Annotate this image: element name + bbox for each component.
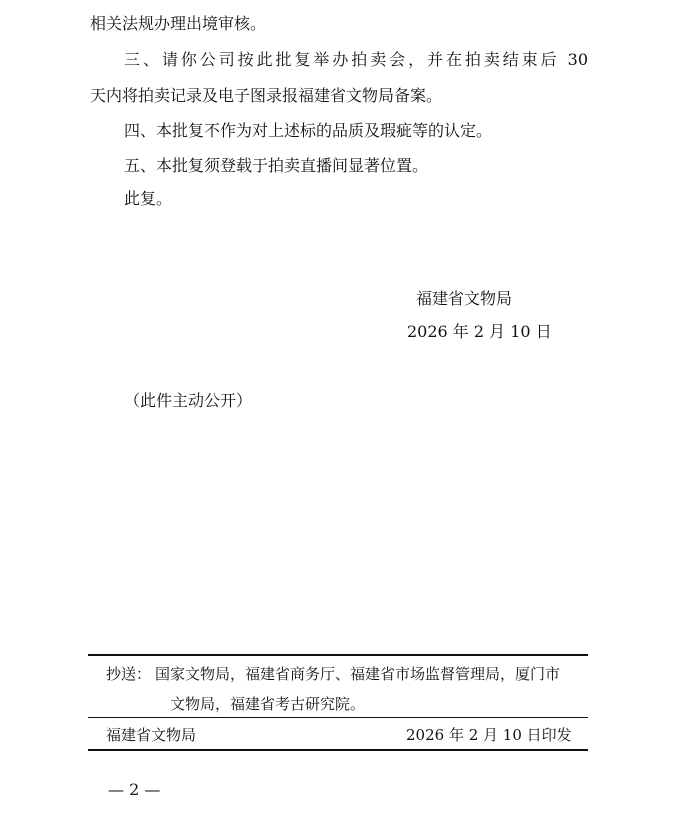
disclosure-note: （此件主动公开） xyxy=(124,391,253,410)
cc-line-1: 国家文物局，福建省商务厅、福建省市场监督管理局，厦门市 xyxy=(155,665,561,683)
issuer-name: 福建省文物局 xyxy=(106,726,197,744)
cc-line-2: 文物局，福建省考古研究院。 xyxy=(170,695,366,713)
paragraph-3-line-1: 三、请你公司按此批复举办拍卖会，并在拍卖结束后 30 xyxy=(124,50,588,69)
signature-date: 2026 年 2 月 10 日 xyxy=(407,322,552,341)
footer-middle-rule xyxy=(88,717,588,718)
footer-top-rule xyxy=(88,654,588,656)
cc-label: 抄送： xyxy=(106,665,152,683)
issue-date: 2026 年 2 月 10 日印发 xyxy=(406,726,572,744)
closing-text: 此复。 xyxy=(124,189,173,208)
paragraph-3-line-2: 天内将拍卖记录及电子图录报福建省文物局备案。 xyxy=(90,86,443,105)
page-number: — 2 — xyxy=(108,780,161,799)
signature-org: 福建省文物局 xyxy=(416,289,513,308)
footer-bottom-rule xyxy=(88,749,588,751)
body-line-1: 相关法规办理出境审核。 xyxy=(90,14,267,33)
paragraph-5: 五、本批复须登载于拍卖直播间显著位置。 xyxy=(124,156,429,175)
paragraph-4: 四、本批复不作为对上述标的品质及瑕疵等的认定。 xyxy=(124,121,493,140)
